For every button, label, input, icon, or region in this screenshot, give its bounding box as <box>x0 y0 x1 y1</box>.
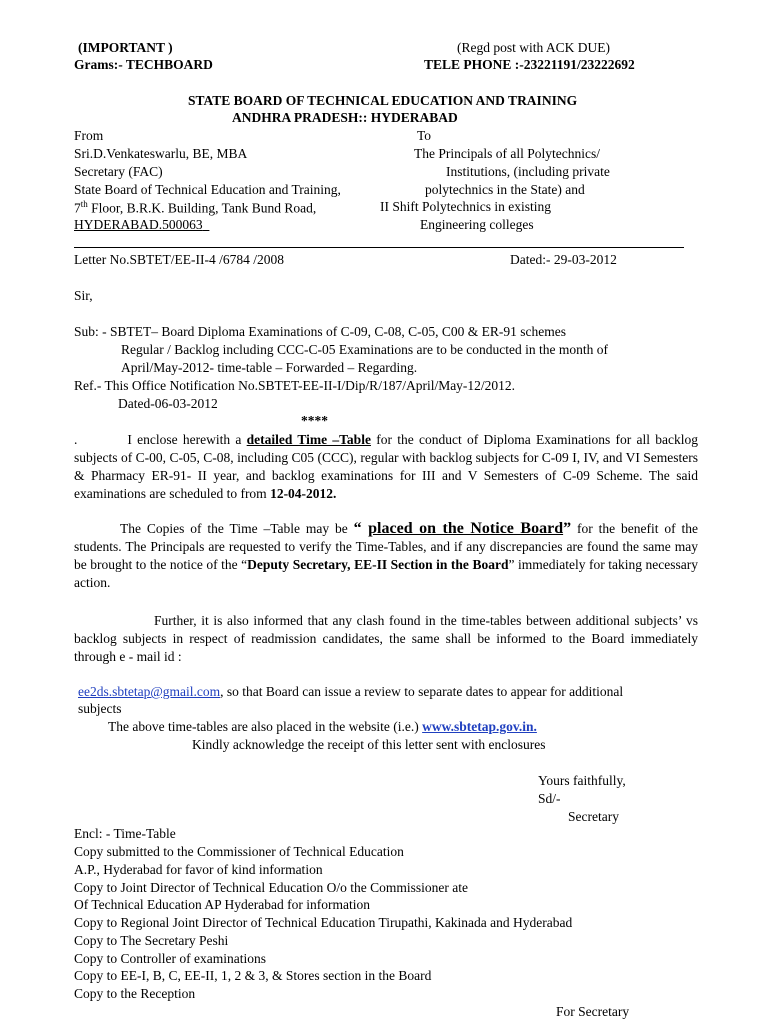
to-line-3: polytechnics in the State) and <box>425 182 585 197</box>
from-city-text: HYDERABAD.500063 <box>74 217 203 232</box>
grams-line: Grams:- TECHBOARD <box>74 57 213 72</box>
from-floor-number: 7 <box>74 200 81 216</box>
paragraph-1-text: for the conduct of Diploma Examinations for all backlog subjects of C-00, C-05, C-08, including C05 (CCC), regular with backlog subjects for C-09 I, IV, and VI Semesters & Pharmacy ER-91- II year, and backlog examinations for III and V Semesters of C-09 Scheme. The said examinations are scheduled to from <box>74 432 698 501</box>
closing: Yours faithfully, <box>538 773 626 788</box>
from-address-rest: Floor, B.R.K. Building, Tank Bund Road, <box>87 200 317 216</box>
paragraph-2-intro: The Copies of the Time –Table may be <box>120 521 354 536</box>
paragraph-2-end: ” immediately for taking necessary action. <box>74 557 698 590</box>
paragraph-1-intro: I enclose herewith a <box>127 432 247 447</box>
enclosure-line: Encl: - Time-Table <box>74 826 176 841</box>
telephone-line: TELE PHONE :-23221191/23222692 <box>424 57 635 72</box>
detailed-timetable-text: detailed Time –Table <box>246 432 371 447</box>
email-link[interactable]: ee2ds.sbtetap@gmail.com <box>78 684 221 699</box>
website-line <box>108 719 537 735</box>
divider-rule <box>74 247 684 248</box>
website-text: The above time-tables are also placed in the website (i.e.) <box>108 719 423 734</box>
to-line-4: II Shift Polytechnics in existing <box>380 199 551 214</box>
deputy-secretary-text: Deputy Secretary, EE-II Section in the Board <box>247 557 509 572</box>
letter-date: Dated:- 29-03-2012 <box>510 252 617 267</box>
paragraph-1-dot: . <box>74 432 78 447</box>
copy-line: Copy to EE-I, B, C, EE-II, 1, 2 & 3, & Stores section in the Board <box>74 968 432 983</box>
copy-line: Copy to Joint Director of Technical Education O/o the Commissioner ate <box>74 880 468 895</box>
acknowledge-line: Kindly acknowledge the receipt of this letter sent with enclosures <box>192 737 546 752</box>
from-city <box>74 217 209 233</box>
separator-stars: **** <box>301 413 328 428</box>
paragraph-2 <box>74 520 698 592</box>
from-floor-suffix: th <box>80 199 88 209</box>
open-quote: “ <box>353 520 369 537</box>
to-line-2: Institutions, (including private <box>446 164 610 179</box>
paragraph-1 <box>74 431 698 503</box>
board-title: STATE BOARD OF TECHNICAL EDUCATION AND TRAINING <box>188 93 578 108</box>
email-line <box>78 684 623 700</box>
signatory-title: Secretary <box>568 809 619 824</box>
email-line-continued: subjects <box>78 701 122 716</box>
copy-line: A.P., Hyderabad for favor of kind information <box>74 862 323 877</box>
copy-line: Copy to the Reception <box>74 986 196 1001</box>
reference-line-1: Ref.- This Office Notification No.SBTET-EE-II-I/Dip/R/187/April/May-12/2012. <box>74 378 516 393</box>
notice-board-text: placed on the Notice Board <box>368 520 564 537</box>
regd-post-note: (Regd post with ACK DUE) <box>457 40 610 55</box>
reference-line-2: Dated-06-03-2012 <box>118 396 218 411</box>
board-location: ANDHRA PRADESH:: HYDERABAD <box>232 110 458 125</box>
copy-line: Of Technical Education AP Hyderabad for information <box>74 897 370 912</box>
from-organization: State Board of Technical Education and Training, <box>74 182 341 197</box>
paragraph-3: Further, it is also informed that any clash found in the time-tables between additional subjects’ vs backlog subjects in respect of readmission candidates, the same shall be informed to the Board immediately through e - mail id : <box>74 613 698 664</box>
copy-line: Copy submitted to the Commissioner of Technical Education <box>74 844 404 859</box>
from-address <box>74 199 316 217</box>
important-label: (IMPORTANT ) <box>78 40 173 55</box>
from-name: Sri.D.Venkateswarlu, BE, MBA <box>74 146 248 161</box>
letter-number: Letter No.SBTET/EE-II-4 /6784 /2008 <box>74 252 284 267</box>
to-label: To <box>417 128 432 143</box>
from-label: From <box>74 128 104 143</box>
from-designation: Secretary (FAC) <box>74 164 163 179</box>
close-quote: ” <box>563 520 572 537</box>
exam-start-date: 12-04-2012. <box>270 486 337 501</box>
copy-line: Copy to Controller of examinations <box>74 951 266 966</box>
copy-line: Copy to Regional Joint Director of Technical Education Tirupathi, Kakinada and Hyderabad <box>74 915 573 930</box>
email-line-text: , so that Board can issue a review to separate dates to appear for additional <box>220 684 624 699</box>
subject-line-3: April/May-2012- time-table – Forwarded – Regarding. <box>121 360 418 375</box>
subject-line-1: Sub: - SBTET– Board Diploma Examinations of C-09, C-08, C-05, C00 & ER-91 schemes <box>74 324 566 339</box>
paragraph-2-text: for the benefit of the students. The Principals are requested to verify the Time-Tables, and if any discrepancies are found the same may be brought to the notice of the “ <box>74 521 698 572</box>
to-line-5: Engineering colleges <box>420 217 534 232</box>
subject-line-2: Regular / Backlog including CCC-C-05 Examinations are to be conducted in the month of <box>121 342 609 357</box>
website-link[interactable]: www.sbtetap.gov.in. <box>422 719 537 734</box>
to-line-1: The Principals of all Polytechnics/ <box>414 146 600 161</box>
copy-line: Copy to The Secretary Peshi <box>74 933 229 948</box>
signed: Sd/- <box>538 791 561 806</box>
for-secretary: For Secretary <box>556 1004 630 1019</box>
salutation: Sir, <box>74 288 93 303</box>
